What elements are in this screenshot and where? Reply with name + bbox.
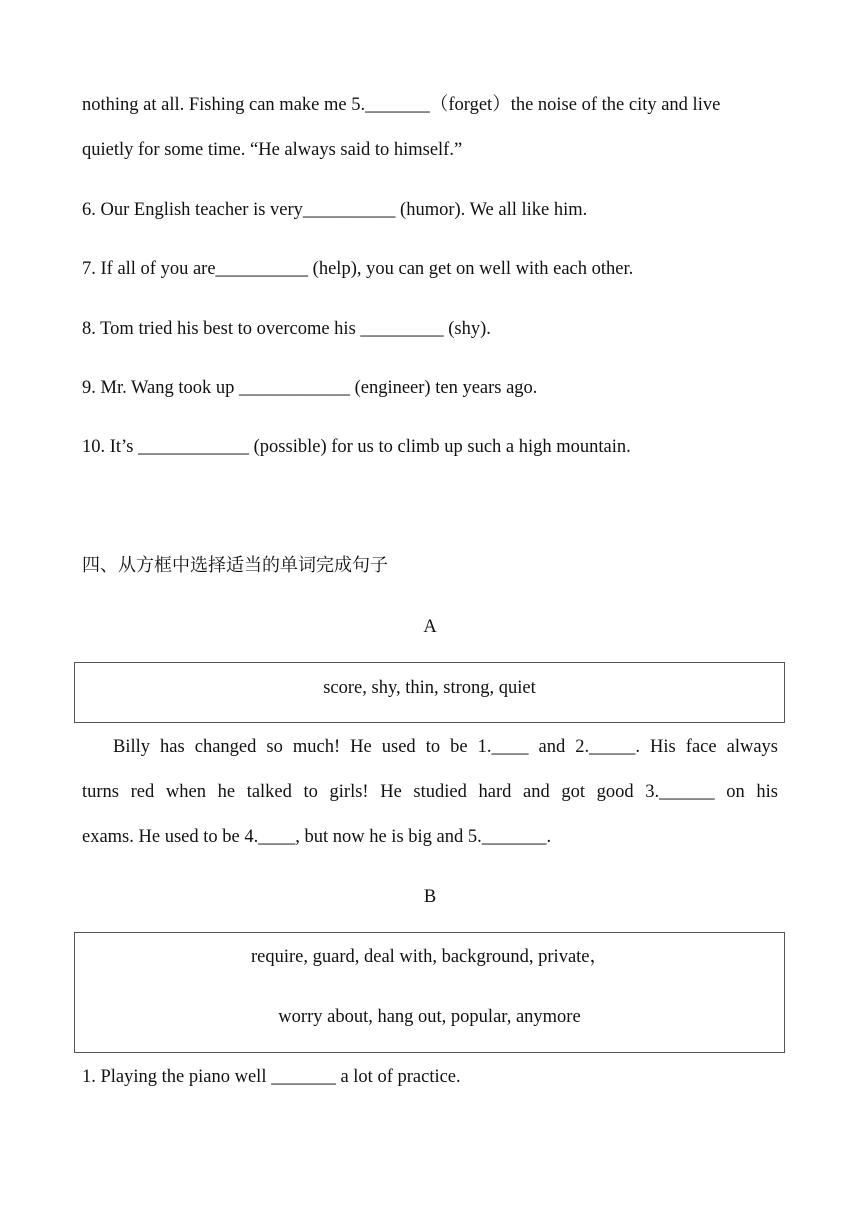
word-box-a: [74, 662, 785, 723]
item-6: 6. Our English teacher is very__________ (humor). We all like him.: [82, 200, 588, 220]
passage-a-line-1: Billy has changed so much! He used to be 1.____ and 2._____. His face always: [113, 737, 778, 757]
item-10: 10. It’s ____________ (possible) for us to climb up such a high mountain.: [82, 437, 631, 457]
passage-a-line-3: exams. He used to be 4.____, but now he is big and 5._______.: [82, 827, 552, 847]
section-a-label: A: [423, 617, 437, 637]
item-5-line-2: quietly for some time. “He always said to himself.”: [82, 140, 463, 160]
word-box-b-words-line-2: worry about, hang out, popular, anymore: [278, 1007, 581, 1027]
word-box-b-words-line-1: require, guard, deal with, background, private，: [250, 947, 609, 967]
section-b-label: B: [423, 887, 437, 907]
item-5-line-1: nothing at all. Fishing can make me 5._______（forget）the noise of the city and live: [82, 95, 721, 115]
item-9: 9. Mr. Wang took up ____________ (engineer) ten years ago.: [82, 378, 538, 398]
section-heading: 四、从方框中选择适当的单词完成句子: [82, 555, 388, 576]
item-7: 7. If all of you are__________ (help), you can get on well with each other.: [82, 259, 634, 279]
item-8: 8. Tom tried his best to overcome his _________ (shy).: [82, 319, 491, 339]
word-box-a-words: score, shy, thin, strong, quiet: [323, 678, 536, 698]
section-b-item-1: 1. Playing the piano well _______ a lot of practice.: [82, 1067, 461, 1087]
word-box-b: [74, 932, 785, 1053]
passage-a-line-2: turns red when he talked to girls! He studied hard and got good 3.______ on his: [82, 782, 778, 802]
